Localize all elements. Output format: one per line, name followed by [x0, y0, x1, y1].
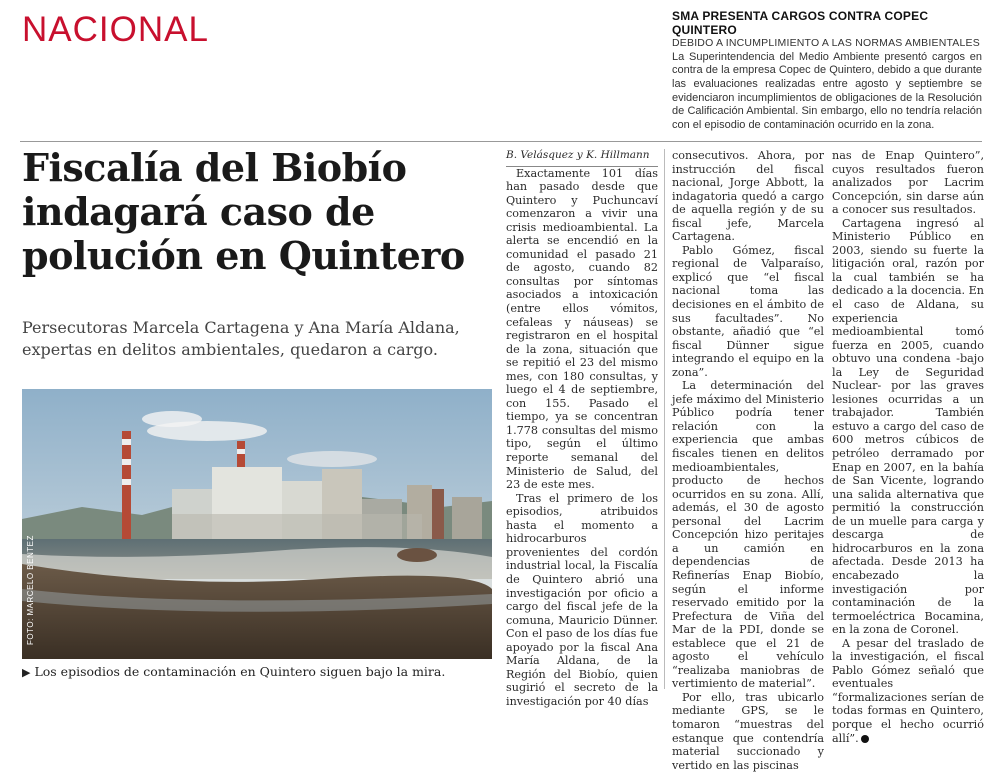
article-photo	[22, 389, 492, 659]
section-label: NACIONAL	[22, 10, 209, 49]
headline: Fiscalía del Biobío indagará caso de polución en Quintero	[22, 145, 465, 278]
industrial-coast-image	[22, 389, 492, 659]
news-brief	[672, 10, 982, 132]
paragraph: Pablo Gómez, fiscal regional de Valparaíso, explicó que “el fiscal nacional toma las decisiones en el ámbito de sus facultades”. No obstante, añadió que “el fiscal Dünner sigue integrando el equipo en la zona”.	[672, 243, 824, 379]
paragraph: Por ello, tras ubicarlo mediante GPS, se le tomaron “muestras del estanque que contendría material succionado y vertido en las piscinas	[672, 690, 824, 772]
end-mark-icon	[861, 735, 869, 743]
photo-credit: FOTO: MARCELO BENTEZ	[26, 535, 35, 645]
byline: B. Velásquez y K. Hillmann	[506, 149, 658, 167]
paragraph: La determinación del jefe máximo del Ministerio Público podría tener relación con la experiencia que ambas fiscales tienen en delitos medioambientales, producto de hechos ocurridos en su zona. Allí, además, el 30 de agosto personal del Lacrim Concepción hizo peritajes a un camión en dependencias de Refinerías Enap Biobío, según el informe reservado emitido por la Prefectura de Viña del Mar de la PDI, donde se establece que el 21 de agosto el vehículo “realizaba maniobras de vertimiento de material”.	[672, 379, 824, 691]
section-divider	[20, 141, 982, 142]
brief-body: La Superintendencia del Medio Ambiente presentó cargos en contra de la empresa Copec de Quintero, debido a que durante las evaluaciones realizadas entre agosto y septiembre se evidenciaron incumplimientos de obligaciones de la Resolución de Calificación Ambiental. Sin embargo, ello no tendría relación con el episodio de contaminación ocurrido en la zona.	[672, 50, 982, 131]
column-rule	[664, 149, 665, 689]
paragraph-last	[832, 637, 984, 745]
paragraph: Tras el primero de los episodios, atribuidos hasta el momento a hidrocarburos provenientes del cordón industrial local, la Fiscalía de Quintero abrió una investigación por oficio a cargo del fiscal jefe de la comuna, Mauricio Dünner. Con el paso de los días fue apoyado por la fiscal Ana María Aldana, de la Región del Biobío, quien sugirió el secreto de la investigación por 40 días	[506, 491, 658, 708]
article-column-3	[832, 149, 984, 745]
brief-title: SMA PRESENTA CARGOS CONTRA COPEC QUINTERO	[672, 9, 929, 37]
paragraph: nas de Enap Quintero”, cuyos resultados fueron analizados por Lacrim Concepción, sin darse aún a conocer sus resultados.	[832, 149, 984, 217]
paragraph-last-text: A pesar del traslado de la investigación, el fiscal Pablo Gómez señaló que eventuales “formalizaciones serían de todas formas en Quintero, porque el hecho ocurrió allí”.	[832, 636, 984, 745]
caption-text: Los episodios de contaminación en Quintero siguen bajo la mira.	[34, 664, 446, 679]
article-column-1	[506, 149, 658, 708]
brief-subtitle: DEBIDO A INCUMPLIMIENTO A LAS NORMAS AMBIENTALES	[672, 37, 980, 50]
deck: Persecutoras Marcela Cartagena y Ana María Aldana, expertas en delitos ambientales, quedaron a cargo.	[22, 318, 460, 359]
photo-caption	[22, 664, 492, 679]
paragraph: consecutivos. Ahora, por instrucción del fiscal nacional, Jorge Abbott, la indagatoria quedó a cargo de aquella región y de su fiscal jefe, Marcela Cartagena.	[672, 149, 824, 244]
article-column-2	[672, 149, 824, 772]
paragraph: Exactamente 101 días han pasado desde que Quintero y Puchuncaví comenzaron a vivir una crisis medioambiental. La alerta se encendió en la comunidad el pasado 21 de agosto, cuando 82 consultas por síntomas asociados a intoxicación (entre ellos vómitos, cefaleas y náuseas) se registraron en el hospital de la zona, situación que se repitió el 23 del mismo mes, con 180 consultas, y luego el 4 de septiembre, con 155. Pasado el tiempo, ya se concentran 1.778 consultas del mismo tipo, según el último reporte semanal del Ministerio de Salud, del 23 de este mes.	[506, 166, 658, 492]
paragraph: Cartagena ingresó al Ministerio Público en 2003, siendo su fuerte la litigación oral, razón por la cual también se ha dedicado a la docencia. En el caso de Aldana, su experiencia medioambiental tomó fuerza en 2005, cuando obtuvo una condena -bajo la Ley de Seguridad Nuclear- por las graves lesiones ocurridas a un trabajador. También estuvo a cargo del caso de 600 metros cúbicos de petróleo derramado por Enap en 2007, en la bahía de San Vicente, logrando una salida alternativa que permitió la construcción de un muelle para carga y descarga de hidrocarburos en la zona afectada. Desde 2013 ha encabezado la investigación por contaminación de la termoeléctrica Bocamina, en la zona de Coronel.	[832, 216, 984, 637]
caption-arrow-icon: ▶	[22, 666, 31, 679]
